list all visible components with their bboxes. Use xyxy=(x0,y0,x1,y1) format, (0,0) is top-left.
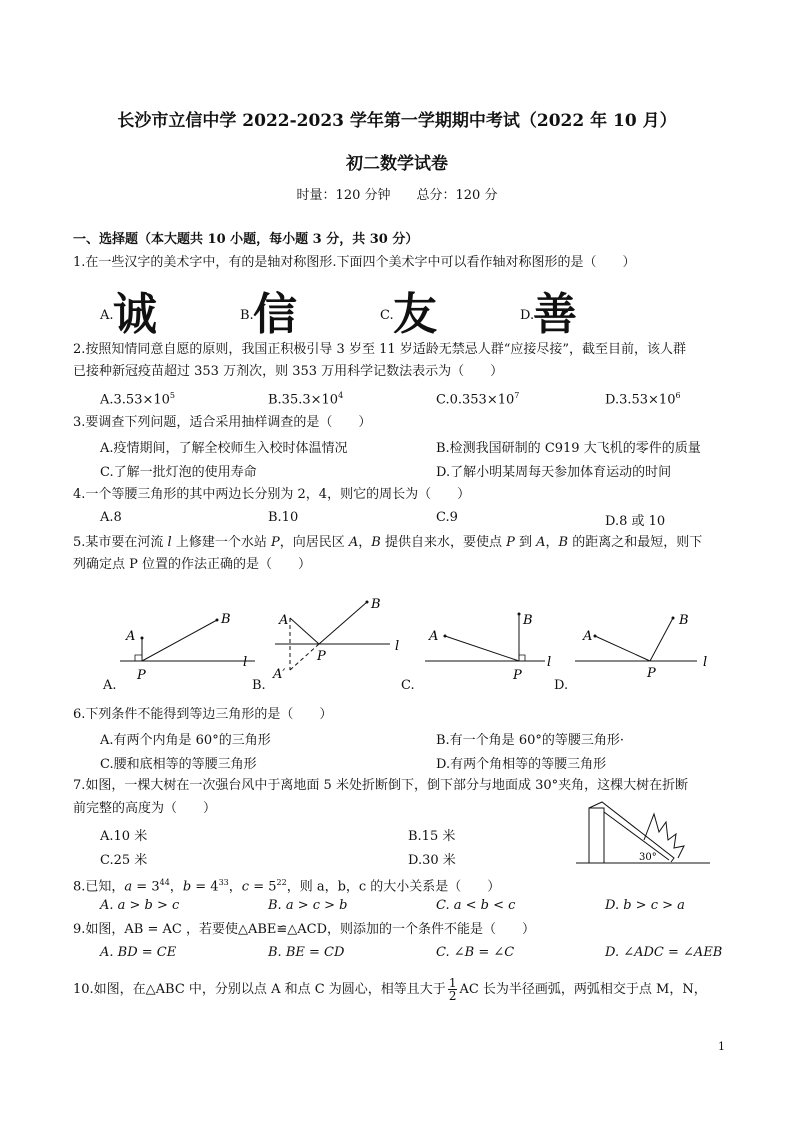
q3-option-d: D.了解小明某周每天参加体育运动的时间 xyxy=(436,465,672,480)
q1-option-c-label: C. xyxy=(380,308,394,323)
q9-option-a: A. BD = CE xyxy=(100,945,177,960)
question-7-line2: 前完整的高度为（ ） xyxy=(73,801,217,816)
section-heading: 一、选择题（本大题共 10 小题，每小题 3 分，共 30 分） xyxy=(73,232,419,247)
question-2-line1: 2.按照知情同意自愿的原则，我国正积极引导 3 岁至 11 岁适龄无禁忌人群“应接尽接”，截至目前，该人群 xyxy=(73,342,687,357)
q3-option-a: A.疫情期间，了解全校师生入校时体温情况 xyxy=(100,441,348,456)
q1-option-a-char: 诚 xyxy=(113,289,157,340)
q5b-label-a: A xyxy=(279,613,289,628)
q9-option-c: C. ∠B = ∠C xyxy=(436,945,515,960)
question-7-line1: 7.如图，一棵大树在一次强台风中于离地面 5 米处折断倒下，倒下部分与地面成 30°夹角，这棵大树在折断 xyxy=(73,778,689,793)
q5a-label-l: l xyxy=(243,655,248,670)
q2-option-a: $A.3.53\times 10^5$ xyxy=(100,391,175,408)
q7-option-c: C.25 米 xyxy=(100,853,148,868)
q1-option-a-label: A. xyxy=(100,308,114,323)
q6-option-b: B.有一个角是 60°的等腰三角形· xyxy=(436,733,624,748)
q4-option-d: D.8 或 10 xyxy=(605,514,666,529)
question-8: 8.已知，$a = 3^{44}$，$b = 4^{33}$，$c = 5^{22}$，则 a，b，c 的大小关系是（ ） xyxy=(73,878,501,895)
q5c-label-b: B xyxy=(523,613,533,628)
q5a-label-b: B xyxy=(221,612,231,627)
q5-diagrams xyxy=(95,588,725,688)
question-2-line2: 已接种新冠疫苗超过 353 万剂次，则 353 万用科学记数法表示为（ ） xyxy=(73,364,504,379)
q8-option-c: C. a < b < c xyxy=(436,898,516,913)
q3-option-b: B.检测我国研制的 C919 大飞机的零件的质量 xyxy=(436,441,701,456)
q5-option-b: B. xyxy=(252,678,266,693)
q9-option-d: D. ∠ADC = ∠AEB xyxy=(605,945,723,960)
q10-fraction: $\frac{1}{2}$ xyxy=(448,976,457,1003)
q5d-label-a: A xyxy=(583,629,593,644)
q5-diagram-d xyxy=(575,613,707,681)
q1-option-d-label: D. xyxy=(520,308,535,323)
question-5-line2: 列确定点 P 位置的作法正确的是（ ） xyxy=(73,557,312,572)
q1-option-b-char: 信 xyxy=(253,289,297,340)
q5-diagram-c xyxy=(425,613,551,684)
q5-option-c: C. xyxy=(401,678,415,693)
q1-option-d-char: 善 xyxy=(533,289,577,340)
time-info: 时量：120 分钟 总分：120 分 xyxy=(296,188,498,203)
question-5-line1: 5.某市要在河流 l 上修建一个水站 P，向居民区 A，B 提供自来水，要使点 P 到 A，B 的距离之和最短，则下 xyxy=(73,535,703,550)
q5b-label-b: B xyxy=(371,597,381,612)
q4-option-a: A.8 xyxy=(100,510,122,525)
q1-option-c-char: 友 xyxy=(393,289,437,340)
q5b-label-a-prime: A′ xyxy=(273,667,286,682)
q7-option-b: B.15 米 xyxy=(408,829,456,844)
q3-option-c: C.了解一批灯泡的使用寿命 xyxy=(100,465,257,480)
q6-option-d: D.有两个角相等的等腰三角形 xyxy=(436,757,607,772)
question-3: 3.要调查下列问题，适合采用抽样调查的是（ ） xyxy=(73,415,372,430)
question-9: 9.如图，AB = AC ，若要使△ABE≌△ACD，则添加的一个条件不能是（ ） xyxy=(73,922,536,937)
q6-option-a: A.有两个内角是 60°的三角形 xyxy=(100,733,271,748)
q5-diagram-b xyxy=(272,597,399,682)
q6-option-c: C.腰和底相等的等腰三角形 xyxy=(100,757,257,772)
q7-tree-diagram xyxy=(574,800,714,868)
page-number: 1 xyxy=(718,1040,725,1053)
question-1: 1.在一些汉字的美术字中，有的是轴对称图形.下面四个美术字中可以看作轴对称图形的是（ ） xyxy=(73,255,636,270)
q5-diagram-a xyxy=(120,612,255,683)
q4-option-c: C.9 xyxy=(436,510,458,525)
q7-option-d: D.30 米 xyxy=(408,853,456,868)
q2-option-b: $B.35.3\times 10^4$ xyxy=(268,391,344,408)
q8-option-b: B. a > c > b xyxy=(268,898,348,913)
q9-option-b: B. BE = CD xyxy=(268,945,345,960)
q5-option-d: D. xyxy=(554,678,569,693)
q5c-label-p: P xyxy=(513,668,522,683)
q8-option-d: D. b > c > a xyxy=(605,898,685,913)
q7-option-a: A.10 米 xyxy=(100,829,148,844)
q2-option-c: $C.0.353\times 10^7$ xyxy=(436,391,520,408)
q5a-label-a: A xyxy=(126,629,136,644)
q5d-label-p: P xyxy=(647,666,656,681)
question-4: 4.一个等腰三角形的其中两边长分别为 2，4，则它的周长为（ ） xyxy=(73,487,471,502)
q4-option-b: B.10 xyxy=(268,510,299,525)
q5-option-a: A. xyxy=(103,678,117,693)
q1-option-b-label: B. xyxy=(240,308,254,323)
q5d-label-l: l xyxy=(703,655,708,670)
q5c-label-a: A xyxy=(429,629,439,644)
q5b-label-p: P xyxy=(317,649,326,664)
exam-title: 长沙市立信中学 2022-2023 学年第一学期期中考试（2022 年 10 月） xyxy=(117,111,677,131)
q5c-label-l: l xyxy=(547,655,552,670)
question-6: 6.下列条件不能得到等边三角形的是（ ） xyxy=(73,707,333,722)
q5b-label-l: l xyxy=(395,639,400,654)
q2-option-d: $D.3.53\times 10^6$ xyxy=(605,391,681,408)
q8-option-a: A. a > b > c xyxy=(100,898,180,913)
exam-subtitle: 初二数学试卷 xyxy=(346,154,448,174)
q5d-label-b: B xyxy=(679,613,689,628)
question-10: 10.如图，在△ABC 中，分别以点 A 和点 C 为圆心，相等且大于 $\frac{1}{2}$ AC 长为半径画弧，两弧相交于点 M，N， xyxy=(73,976,707,1003)
q7-angle-label: 30° xyxy=(639,852,657,863)
q5a-label-p: P xyxy=(137,668,146,683)
